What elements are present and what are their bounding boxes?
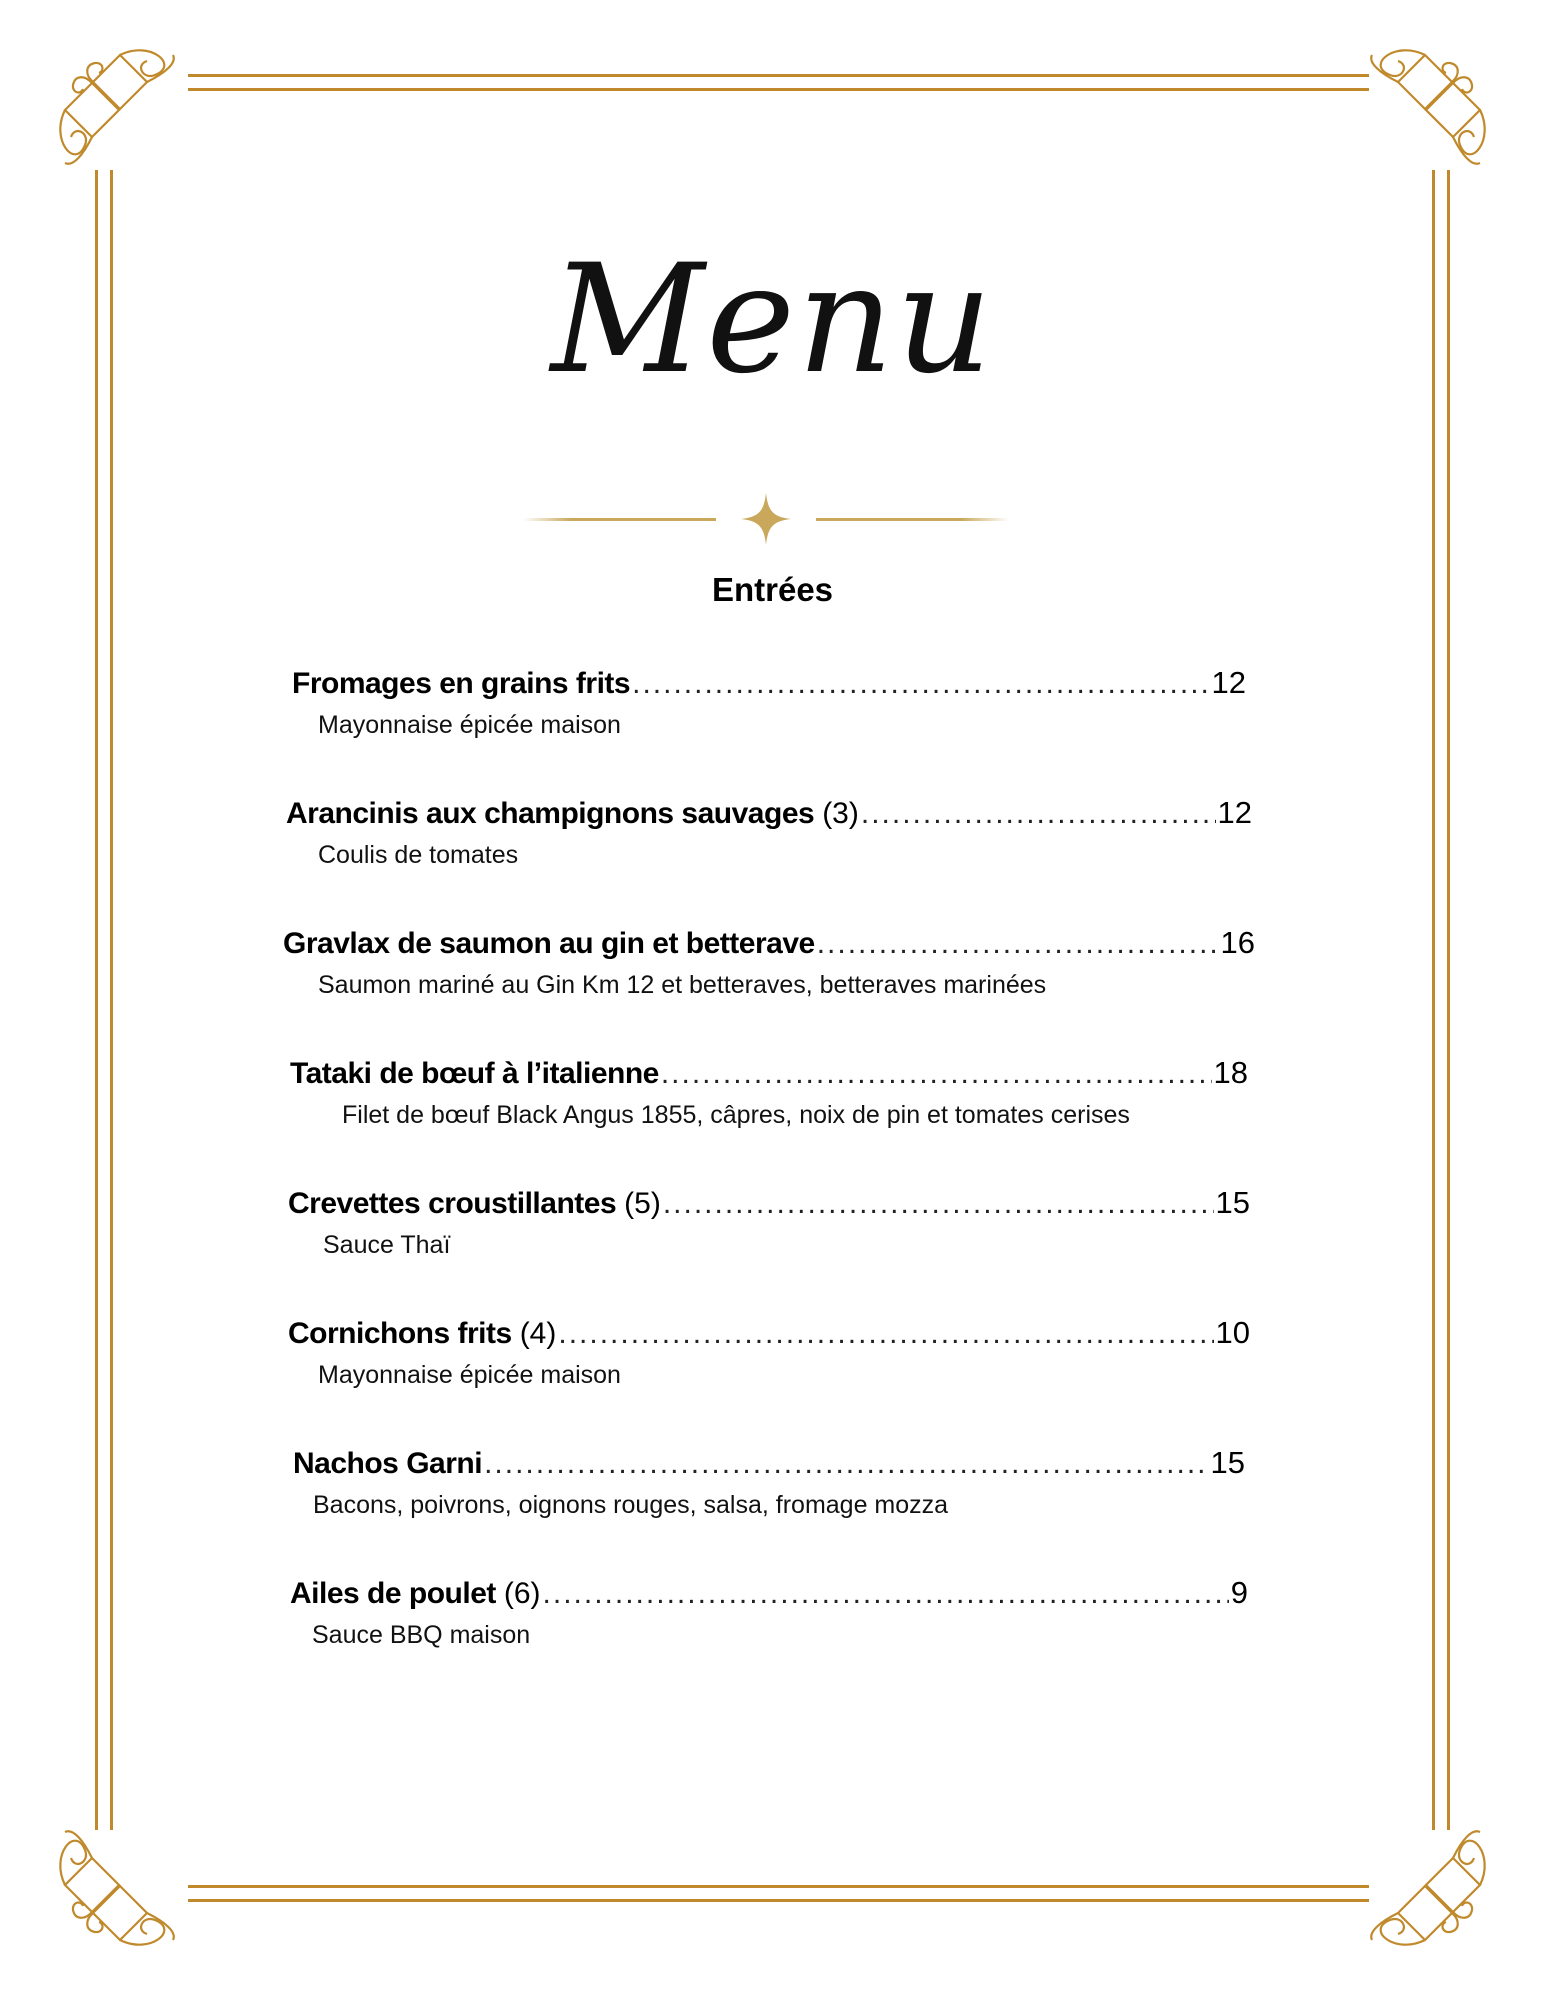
menu-item-line bbox=[283, 924, 1255, 963]
menu-item-line bbox=[286, 794, 1252, 833]
corner-ornament-icon bbox=[1360, 45, 1490, 175]
menu-item bbox=[290, 1054, 1248, 1129]
menu-item-description: Coulis de tomates bbox=[318, 841, 519, 869]
menu-item-line bbox=[288, 1314, 1250, 1353]
frame-right-line-inner bbox=[1432, 170, 1435, 1830]
menu-item-price: 15 bbox=[1215, 1185, 1250, 1220]
menu-item-name: Tataki de bœuf à l’italienne bbox=[290, 1057, 659, 1090]
menu-item bbox=[288, 1184, 1250, 1259]
dot-leader bbox=[484, 1445, 1208, 1483]
frame-bottom-line-inner bbox=[188, 1885, 1369, 1888]
menu-item bbox=[290, 1574, 1248, 1649]
menu-item-line bbox=[293, 1444, 1245, 1483]
frame-left-line-outer bbox=[95, 170, 98, 1830]
menu-item-description: Sauce Thaï bbox=[323, 1231, 451, 1259]
menu-item-line bbox=[290, 1574, 1248, 1613]
section-heading: Entrées bbox=[711, 571, 834, 608]
dot-leader bbox=[661, 1055, 1212, 1093]
menu-item-name: Crevettes croustillantes bbox=[288, 1187, 617, 1220]
corner-ornament-icon bbox=[55, 1820, 185, 1950]
frame-right-line-outer bbox=[1447, 170, 1450, 1830]
menu-item-quantity: (5) bbox=[624, 1187, 661, 1220]
menu-item-price: 10 bbox=[1215, 1315, 1250, 1350]
menu-item-name: Ailes de poulet bbox=[290, 1577, 496, 1610]
menu-item bbox=[292, 664, 1246, 739]
menu-item-price: 15 bbox=[1210, 1445, 1245, 1480]
dot-leader bbox=[663, 1185, 1214, 1223]
dot-leader bbox=[861, 795, 1216, 833]
corner-ornament-icon bbox=[55, 45, 185, 175]
dot-leader bbox=[817, 925, 1219, 963]
menu-item-quantity: (4) bbox=[519, 1317, 557, 1350]
menu-item-description: Mayonnaise épicée maison bbox=[318, 1361, 621, 1389]
dot-leader bbox=[543, 1575, 1229, 1613]
menu-item-description: Bacons, poivrons, oignons rouges, salsa, fromage mozza bbox=[313, 1491, 949, 1519]
frame-bottom-line-outer bbox=[188, 1899, 1369, 1902]
menu-item-quantity: (6) bbox=[503, 1577, 541, 1610]
menu-item-price: 9 bbox=[1230, 1575, 1248, 1610]
menu-item-quantity: (3) bbox=[822, 797, 859, 830]
menu-item-line bbox=[292, 664, 1246, 703]
page-title: Menu bbox=[550, 233, 995, 407]
frame-top-line-outer bbox=[188, 74, 1369, 77]
menu-item-name: Cornichons frits bbox=[288, 1317, 512, 1350]
menu-item-line bbox=[290, 1054, 1248, 1093]
menu-item-name: Nachos Garni bbox=[293, 1447, 483, 1480]
menu-item bbox=[286, 794, 1252, 869]
corner-ornament-icon bbox=[1360, 1820, 1490, 1950]
menu-item-name: Fromages en grains frits bbox=[292, 667, 631, 700]
menu-item-price: 12 bbox=[1211, 665, 1246, 700]
divider-line-right bbox=[816, 518, 1009, 521]
dot-leader bbox=[558, 1315, 1213, 1353]
menu-item-description: Filet de bœuf Black Angus 1855, câpres, noix de pin et tomates cerises bbox=[342, 1101, 1130, 1129]
menu-item bbox=[293, 1444, 1245, 1519]
menu-item-line bbox=[288, 1184, 1250, 1223]
frame-top-line-inner bbox=[188, 88, 1369, 91]
dot-leader bbox=[632, 665, 1209, 703]
menu-item bbox=[283, 924, 1255, 999]
menu-item bbox=[288, 1314, 1250, 1389]
menu-item-price: 16 bbox=[1220, 925, 1255, 960]
menu-item-description: Sauce BBQ maison bbox=[312, 1621, 531, 1649]
sparkle-star-icon bbox=[741, 493, 791, 545]
menu-item-price: 12 bbox=[1217, 795, 1252, 830]
menu-item-price: 18 bbox=[1213, 1055, 1248, 1090]
menu-item-name: Gravlax de saumon au gin et betterave bbox=[283, 927, 815, 960]
menu-item-description: Mayonnaise épicée maison bbox=[318, 711, 621, 739]
frame-left-line-inner bbox=[110, 170, 113, 1830]
menu-item-name: Arancinis aux champignons sauvages bbox=[286, 797, 815, 830]
divider-line-left bbox=[523, 518, 716, 521]
menu-item-description: Saumon mariné au Gin Km 12 et betteraves, betteraves marinées bbox=[318, 971, 1047, 999]
